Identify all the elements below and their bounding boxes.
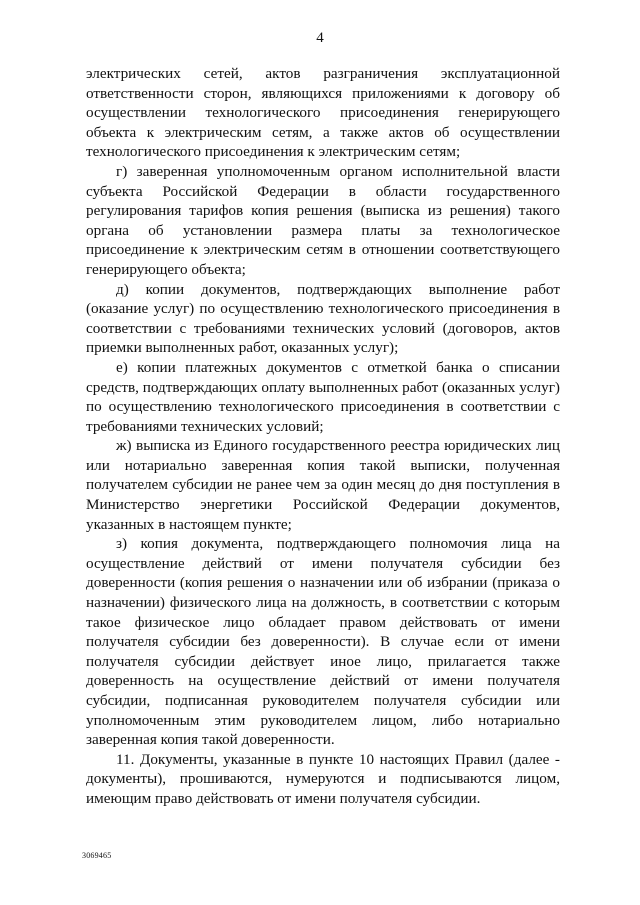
paragraph-item-zh: ж) выписка из Единого государственного реестра юридических лиц или нотариально заверенная копия такой выписки, полученная получателем субсидии не ранее чем за один месяц до дня поступления в Министерство энергетики Российской Федерации документов, указанных в настоящем пункте; bbox=[86, 437, 560, 533]
paragraph-item-g: г) заверенная уполномоченным органом исполнительной власти субъекта Российской Федерации в области государственного регулирования тарифов копия решения (выписка из решения) такого органа об установлении размера платы за технологическое присоединение к электрическим сетям в отношении соответствующего генерирующего объекта; bbox=[86, 162, 560, 278]
paragraph-clause-11: 11. Документы, указанные в пункте 10 настоящих Правил (далее - документы), прошиваются, нумеруются и подписываются лицом, имеющим право действовать от имени получателя субсидии. bbox=[86, 750, 560, 807]
paragraph-continuation: электрических сетей, актов разграничения эксплуатационной ответственности сторон, являющихся приложениями к договору об осуществлении технологического присоединения генерирующего объекта к электрическим сетям, а также актов об осуществлении технологического присоединения к электрическим сетям; bbox=[86, 65, 560, 161]
paragraph-item-z: з) копия документа, подтверждающего полномочия лица на осуществление действий от имени получателя субсидии без доверенности (копия решения о назначении или об избрании (приказа о назначении) физического лица на должность, в соответствии с которым такое физическое лицо обладает правом действовать от имени получателя субсидии без доверенности). В случае если от имени получателя субсидии действует иное лицо, прилагается также доверенность на осуществление действий от имени получателя субсидии, подписанная руководителем получателя субсидии или уполномоченным этим руководителем лицом, либо нотариально заверенная копия такой доверенности. bbox=[86, 535, 560, 749]
page-number: 4 bbox=[316, 30, 324, 46]
document-body bbox=[86, 64, 560, 809]
paragraph-item-d: д) копии документов, подтверждающих выполнение работ (оказание услуг) по осуществлению технологического присоединения в соответствии с требованиями технических условий (договоров, актов приемки выполненных работ, оказанных услуг); bbox=[86, 280, 560, 357]
paragraph-item-e: е) копии платежных документов с отметкой банка о списании средств, подтверждающих оплату выполненных работ (оказанных услуг) по осуществлению технологического присоединения в соответствии с требованиями технических условий; bbox=[86, 358, 560, 435]
document-code: 3069465 bbox=[82, 851, 112, 860]
